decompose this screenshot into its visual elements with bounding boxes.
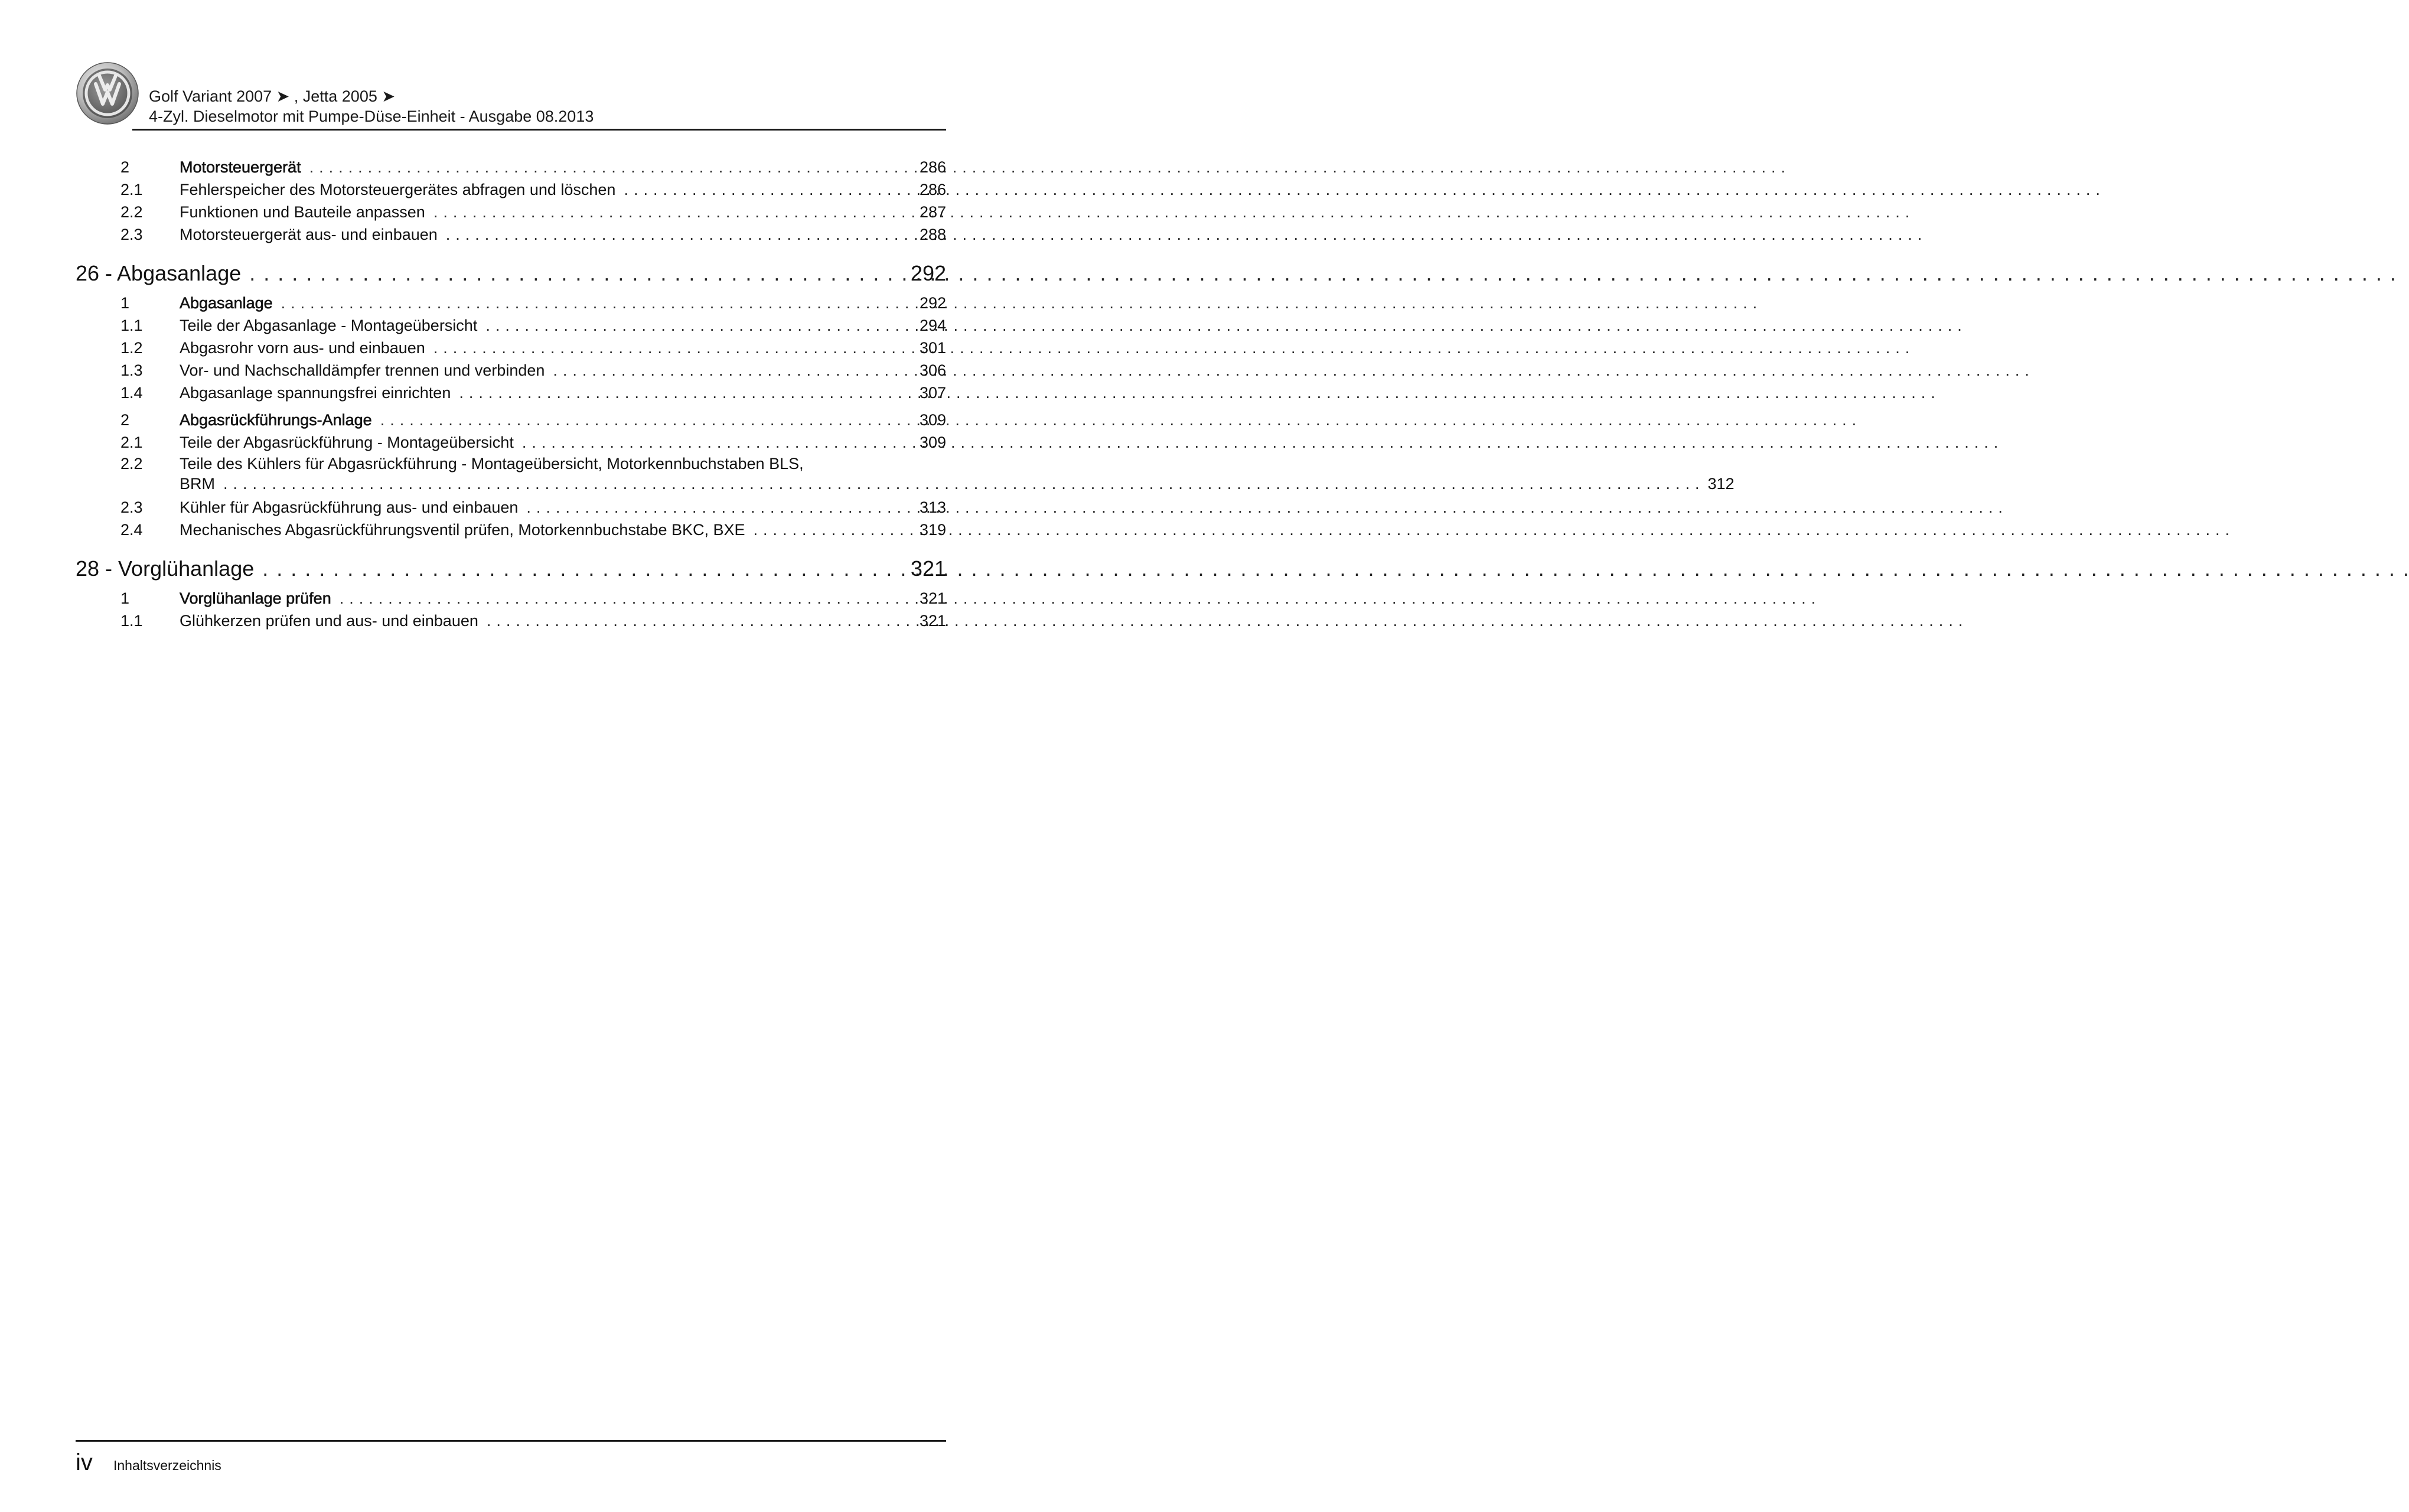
toc-entry-number: 2.2 bbox=[120, 203, 143, 221]
dot-leader bbox=[262, 550, 2409, 587]
toc-entry-title: Funktionen und Bauteile anpassen bbox=[180, 203, 425, 221]
dot-leader bbox=[446, 223, 1922, 246]
dot-leader bbox=[459, 382, 1935, 404]
dot-leader bbox=[380, 409, 1856, 431]
toc-entry-number: 2.3 bbox=[120, 226, 143, 243]
toc-entry[interactable] bbox=[76, 314, 946, 337]
toc-chapter-title: 28 - Vorglühanlage bbox=[76, 556, 255, 581]
footer-page-number: iv bbox=[76, 1449, 93, 1475]
toc-entry-title: Kühler für Abgasrückführung aus- und einbauen bbox=[180, 498, 519, 516]
toc-entry-title: Teile der Abgasrückführung - Montageübersicht bbox=[180, 434, 514, 451]
toc-entry[interactable] bbox=[76, 223, 946, 246]
toc-entry-title: Motorsteuergerät aus- und einbauen bbox=[180, 226, 438, 243]
dot-leader bbox=[340, 587, 1815, 610]
toc-entry-page: 294 bbox=[919, 317, 946, 334]
toc-entry-number: 1.1 bbox=[120, 317, 143, 334]
toc-entry[interactable] bbox=[76, 156, 946, 178]
toc-entry-page: 306 bbox=[919, 361, 946, 379]
dot-leader bbox=[249, 255, 2396, 292]
dot-leader bbox=[754, 519, 2229, 541]
toc-chapter-title: 26 - Abgasanlage bbox=[76, 261, 242, 285]
toc-entry-page: 312 bbox=[1707, 475, 1735, 493]
toc-entry-title: Vor- und Nachschalldämpfer trennen und verbinden bbox=[180, 361, 545, 379]
toc-entry-number: 1.4 bbox=[120, 384, 143, 402]
toc-entry-page: 292 bbox=[919, 294, 946, 312]
toc-entry[interactable] bbox=[76, 409, 946, 431]
dot-leader bbox=[309, 156, 1785, 178]
toc-entry-title: Teile des Kühlers für Abgasrückführung - Montageübersicht, Motorkennbuchstaben BLS, bbox=[180, 455, 804, 472]
toc-entry-number: 2.1 bbox=[120, 434, 143, 451]
toc-entry-page: 286 bbox=[919, 181, 946, 198]
dot-leader bbox=[526, 496, 2002, 519]
toc-entry[interactable] bbox=[76, 337, 946, 359]
toc-chapter-page: 321 bbox=[910, 556, 946, 581]
toc-entry-page: 286 bbox=[919, 158, 946, 176]
dot-leader bbox=[281, 292, 1757, 314]
toc-entry-title: Abgasanlage bbox=[180, 294, 273, 312]
footer-section-label: Inhaltsverzeichnis bbox=[113, 1458, 221, 1473]
toc-entry-number: 2.3 bbox=[120, 498, 143, 516]
toc-entry-title: Abgasrückführungs-Anlage bbox=[180, 411, 372, 429]
footer-divider bbox=[76, 1440, 946, 1442]
toc-entry-number: 2 bbox=[120, 411, 130, 429]
toc-entry[interactable] bbox=[76, 201, 946, 223]
toc-entry-number: 2 bbox=[120, 158, 130, 176]
toc-chapter[interactable] bbox=[76, 255, 946, 292]
toc-entry[interactable] bbox=[76, 610, 946, 632]
toc-entry-title: Vorglühanlage prüfen bbox=[180, 589, 331, 607]
dot-leader bbox=[522, 431, 1998, 454]
toc-entry[interactable] bbox=[76, 587, 946, 610]
dot-leader bbox=[487, 610, 1963, 632]
toc-entry[interactable] bbox=[76, 359, 946, 382]
toc-entry[interactable] bbox=[76, 454, 1735, 496]
toc-entry-title: Abgasanlage spannungsfrei einrichten bbox=[180, 384, 451, 402]
toc-entry-number: 1 bbox=[120, 589, 130, 607]
toc-entry[interactable] bbox=[76, 519, 946, 541]
toc-entry-title: Mechanisches Abgasrückführungsventil prüfen, Motorkennbuchstabe BKC, BXE bbox=[180, 521, 745, 539]
toc-chapter[interactable] bbox=[76, 550, 946, 587]
header-title bbox=[149, 86, 594, 126]
vw-logo-icon bbox=[76, 61, 139, 125]
toc-entry[interactable] bbox=[76, 431, 946, 454]
header-line-1: Golf Variant 2007 ➤ , Jetta 2005 ➤ bbox=[149, 87, 395, 105]
toc-entry[interactable] bbox=[76, 382, 946, 404]
toc-entry-title: Motorsteuergerät bbox=[180, 158, 301, 176]
toc-entry-page: 319 bbox=[919, 521, 946, 539]
table-of-contents bbox=[76, 156, 1735, 632]
toc-entry-title: Glühkerzen prüfen und aus- und einbauen bbox=[180, 612, 478, 630]
toc-entry-number: 1 bbox=[120, 294, 130, 312]
toc-entry-title: Teile der Abgasanlage - Montageübersicht bbox=[180, 317, 478, 334]
dot-leader bbox=[433, 337, 1909, 359]
toc-entry-number: 1.1 bbox=[120, 612, 143, 630]
header-divider bbox=[132, 129, 946, 131]
toc-entry-page: 307 bbox=[919, 384, 946, 402]
toc-entry-title-continued: BRM bbox=[180, 475, 215, 493]
toc-entry[interactable] bbox=[76, 178, 946, 201]
header-line-2: 4-Zyl. Dieselmotor mit Pumpe-Düse-Einheit - Ausgabe 08.2013 bbox=[149, 107, 594, 125]
page-header bbox=[76, 61, 946, 131]
toc-entry-number: 1.2 bbox=[120, 339, 143, 357]
toc-entry-number: 2.1 bbox=[120, 181, 143, 198]
toc-entry-page: 309 bbox=[919, 434, 946, 451]
dot-leader bbox=[433, 201, 1909, 223]
toc-entry-page: 301 bbox=[919, 339, 946, 357]
dot-leader bbox=[485, 314, 1961, 337]
dot-leader bbox=[223, 474, 1699, 494]
toc-entry-page: 313 bbox=[919, 498, 946, 516]
toc-entry-number: 1.3 bbox=[120, 361, 143, 379]
toc-entry-title: Abgasrohr vorn aus- und einbauen bbox=[180, 339, 425, 357]
toc-entry[interactable] bbox=[76, 496, 946, 519]
toc-chapter-page: 292 bbox=[910, 261, 946, 285]
toc-entry-number: 2.2 bbox=[120, 455, 143, 472]
toc-entry-title: Fehlerspeicher des Motorsteuergerätes abfragen und löschen bbox=[180, 181, 616, 198]
dot-leader bbox=[553, 359, 2029, 382]
toc-entry-page: 288 bbox=[919, 226, 946, 243]
toc-entry[interactable] bbox=[76, 292, 946, 314]
toc-entry-page: 287 bbox=[919, 203, 946, 221]
toc-entry-page: 321 bbox=[919, 612, 946, 630]
toc-entry-number: 2.4 bbox=[120, 521, 143, 539]
dot-leader bbox=[624, 178, 2100, 201]
toc-entry-page: 309 bbox=[919, 411, 946, 429]
toc-entry-page: 321 bbox=[919, 589, 946, 607]
